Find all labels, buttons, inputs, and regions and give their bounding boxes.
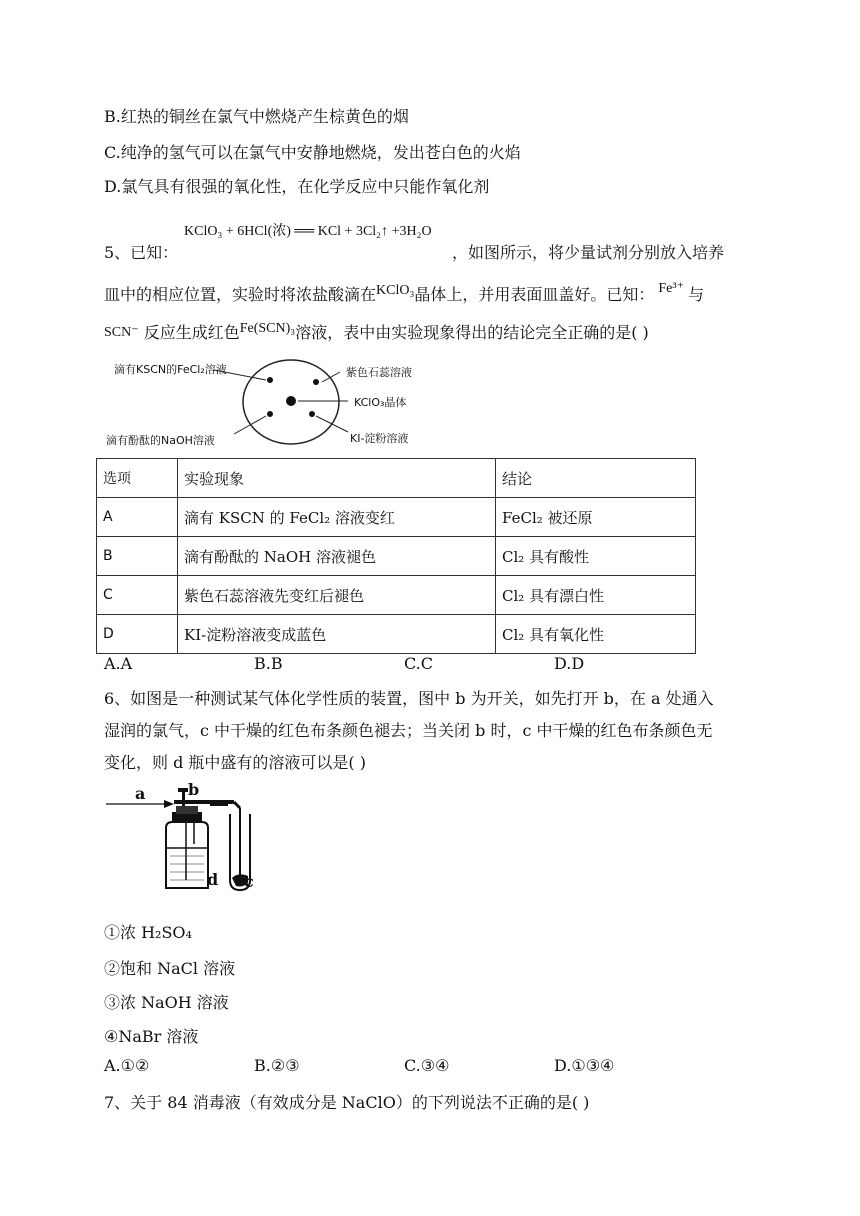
q5-option-a[interactable]: A.A xyxy=(104,654,133,673)
q5-option-d[interactable]: D.D xyxy=(554,654,585,673)
diagram-label-top-left: 滴有KSCN的FeCl₂溶液 xyxy=(114,363,227,376)
q5-equation: KClO₃ + 6HCl(浓) ══ KCl + 3Cl₂↑ +3H₂O xyxy=(184,224,432,239)
q5-line2-b: 晶体上，并用表面皿盖好。已知： xyxy=(414,285,655,304)
q5-line2-c: 与 xyxy=(687,285,704,304)
diagram-label-bottom-right: KI-淀粉溶液 xyxy=(350,432,409,445)
table-header: 选项 xyxy=(97,459,178,498)
table-cell: 滴有 KSCN 的 FeCl₂ 溶液变红 xyxy=(178,498,496,537)
label-a: a xyxy=(135,784,146,803)
table-header-row xyxy=(97,459,696,498)
q4-option-d: D.氯气具有很强的氧化性，在化学反应中只能作氧化剂 xyxy=(104,177,490,196)
q4-option-c: C.纯净的氢气可以在氯气中安静地燃烧，发出苍白色的火焰 xyxy=(104,143,521,162)
table-cell: Cl₂ 具有酸性 xyxy=(496,537,696,576)
table-cell: Cl₂ 具有氧化性 xyxy=(496,615,696,654)
q5-option-b[interactable]: B.B xyxy=(254,654,283,673)
table-cell: KI-淀粉溶液变成蓝色 xyxy=(178,615,496,654)
q6-item-2: ②饱和 NaCl 溶液 xyxy=(104,959,236,978)
table-row xyxy=(97,576,696,615)
table-cell: FeCl₂ 被还原 xyxy=(496,498,696,537)
q6-item-3: ③浓 NaOH 溶液 xyxy=(104,993,229,1012)
table-cell: 紫色石蕊溶液先变红后褪色 xyxy=(178,576,496,615)
q6-item-4: ④NaBr 溶液 xyxy=(104,1027,199,1046)
table-row xyxy=(97,537,696,576)
q6-text-3: 变化，则 d 瓶中盛有的溶液可以是( ) xyxy=(104,753,366,772)
q5-line1-rest: ，如图所示，将少量试剂分别放入培养 xyxy=(452,243,725,262)
q5-prefix: 5、已知： xyxy=(104,243,179,262)
label-d: d xyxy=(207,870,219,889)
diagram-label-top-right: 紫色石蕊溶液 xyxy=(346,366,412,379)
table-row xyxy=(97,615,696,654)
q6-option-c[interactable]: C.③④ xyxy=(404,1056,450,1075)
table-cell: A xyxy=(97,498,178,537)
q6-item-1: ①浓 H₂SO₄ xyxy=(104,923,192,942)
q5-scn-ion: SCN⁻ xyxy=(104,325,139,340)
table-cell: B xyxy=(97,537,178,576)
q6-text-1: 6、如图是一种测试某气体化学性质的装置，图中 b 为开关，如先打开 b，在 a 处通入 xyxy=(104,689,714,708)
q5-line3-b: 溶液，表中由实验现象得出的结论完全正确的是( ) xyxy=(295,323,649,342)
q6-option-b[interactable]: B.②③ xyxy=(254,1056,300,1075)
table-cell: D xyxy=(97,615,178,654)
q7-text: 7、关于 84 消毒液（有效成分是 NaClO）的下列说法不正确的是( ) xyxy=(104,1093,590,1112)
table-cell: Cl₂ 具有漂白性 xyxy=(496,576,696,615)
label-c: c xyxy=(244,872,254,891)
q6-text-2: 湿润的氯气，c 中干燥的红色布条颜色褪去；当关闭 b 时，c 中干燥的红色布条颜色无 xyxy=(104,721,713,740)
table-cell: C xyxy=(97,576,178,615)
diagram-label-bottom-left: 滴有酚酞的NaOH溶液 xyxy=(106,434,215,447)
table-row xyxy=(97,498,696,537)
label-b: b xyxy=(188,780,200,799)
table-cell: 滴有酚酞的 NaOH 溶液褪色 xyxy=(178,537,496,576)
q5-line3-a: 反应生成红色 xyxy=(143,323,240,342)
q5-fe-ion: Fe³⁺ xyxy=(658,281,684,296)
q5-line2 xyxy=(104,282,704,305)
table-header: 结论 xyxy=(496,459,696,498)
q5-line3 xyxy=(104,320,649,343)
q5-fescn3: Fe(SCN)₃ xyxy=(239,321,296,336)
table-header: 实验现象 xyxy=(178,459,496,498)
q6-option-a[interactable]: A.①② xyxy=(104,1056,150,1075)
diagram-label-center: KClO₃晶体 xyxy=(354,396,407,409)
q6-option-d[interactable]: D.①③④ xyxy=(554,1056,615,1075)
q5-kclo3: KClO₃ xyxy=(376,283,415,298)
q4-option-b: B.红热的铜丝在氯气中燃烧产生棕黄色的烟 xyxy=(104,107,409,126)
q5-line2-a: 皿中的相应位置，实验时将浓盐酸滴在 xyxy=(104,285,377,304)
q5-option-c[interactable]: C.C xyxy=(404,654,433,673)
experiment-table xyxy=(96,458,696,654)
